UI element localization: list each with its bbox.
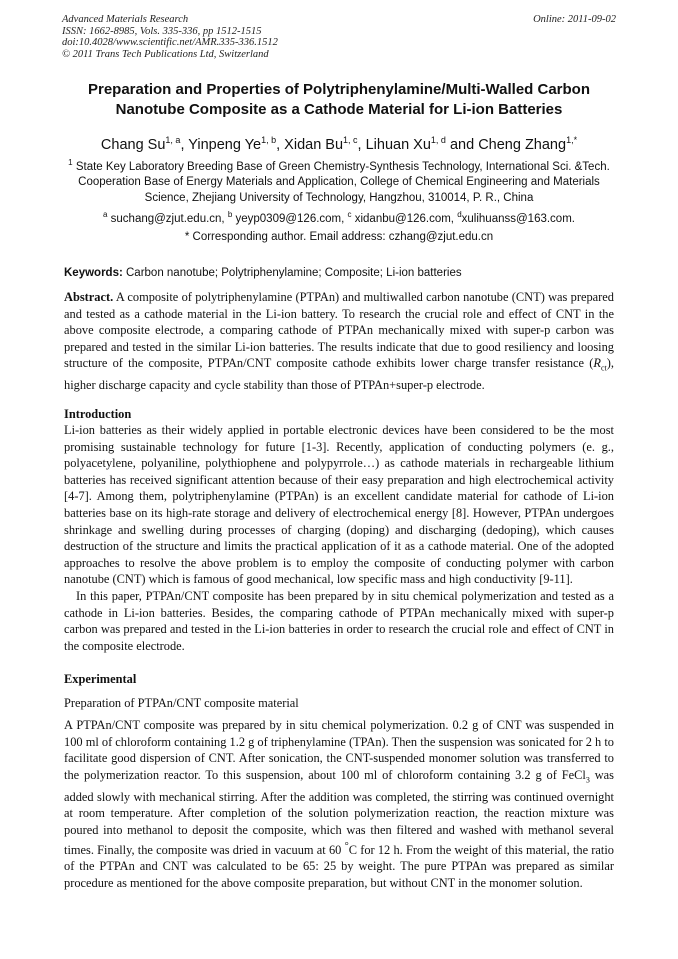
section-heading-experimental: Experimental xyxy=(64,672,137,686)
keywords-label: Keywords: xyxy=(64,267,123,279)
author-list xyxy=(62,131,616,154)
corresponding-author: * Corresponding author. Email address: czhang@zjut.edu.cn xyxy=(184,231,494,243)
author: Yinpeng Ye$^{1, b}$, xyxy=(188,135,285,153)
paper-title: Preparation and Properties of Polytriphenylamine/Multi-Walled Carbon Nanotube Composite as a Cathode Material for Li-ion Batteries xyxy=(87,81,591,118)
subsection-heading: Preparation of PTPAn/CNT composite material xyxy=(64,696,299,710)
author: Lihuan Xu$^{1, d}$ and xyxy=(365,135,479,153)
introduction-body xyxy=(64,422,614,654)
author: Cheng Zhang$^{1,*}$ xyxy=(478,135,578,153)
affiliation: $^1$ State Key Laboratory Breeding Base of Green Chemistry-Synthesis Technology, International Sci. &Tech. Cooperation Base of Energy Materials and Application, College of Chemical Engineering and Materials Science, Zhejiang University of Technology, Hangzhou, 310014, P. R., China xyxy=(68,158,610,204)
keywords-text: Carbon nanotube; Polytriphenylamine; Composite; Li-ion batteries xyxy=(122,267,462,279)
issn-line: ISSN: 1662-8985, Vols. 335-336, pp 1512-1515 xyxy=(62,25,262,37)
journal-name: Advanced Materials Research xyxy=(62,14,189,25)
email-link[interactable]: $^a$ suchang@zjut.edu.cn, xyxy=(103,210,228,225)
journal-header xyxy=(62,14,616,60)
abstract-label: Abstract. xyxy=(64,290,114,304)
keywords xyxy=(64,266,616,281)
section-heading-introduction: Introduction xyxy=(64,407,132,421)
author: Xidan Bu$^{1, c}$, xyxy=(284,135,366,153)
online-date: Online: 2011-09-02 xyxy=(533,14,616,25)
preparation-body: A PTPAn/CNT composite was prepared by in situ chemical polymerization. 0.2 g of CNT was suspended in 100 ml of chloroform containing 1.2 g of triphenylamine (TPAn). Then the suspension was sonicated for 2 h to facilitate good dispersion of CNT. After sonication, the CNT-suspended monomer solution was transferred to the polymerization reactor. To this suspension, about 100 ml of chloroform containing 3.2 g of FeCl$_3$ was added slowly with mechanical stirring. After the addition was completed, the stirring was continued overnight at room temperature. After completion of the solution polymerization reaction, the reaction mixture was poured into methanol to deposit the composite, which was then filtered and washed with methanol several times. Finally, the composite was dried in vacuum at 60 °C for 12 h. From the weight of this material, the ratio of the PTPAn and CNT was calculated to be 65: 25 by weight. The pure PTPAn was prepared as similar procedure as mentioned for the above composite preparation, but without CNT in the monomer solution. xyxy=(64,718,615,890)
doi-line: doi:10.4028/www.scientific.net/AMR.335-336.1512 xyxy=(62,37,278,48)
copyright-line: © 2011 Trans Tech Publications Ltd, Switzerland xyxy=(62,48,269,60)
email-link[interactable]: $^d$xulihuanss@163.com. xyxy=(457,210,575,225)
author-emails xyxy=(62,207,616,227)
abstract: Abstract. A composite of polytriphenylamine (PTPAn) and multiwalled carbon nanotube (CNT) was prepared and tested as a cathode material in the Li-ion battery. To research the crucial role and effect of CNT in the above composite electrode, a comparing cathode of PTPAn mechanically mixed with super-p carbon was prepared and tested in the similar Li-ion batteries. The results indicate that due to good resiliency and loosing structure of the composite, PTPAn/CNT composite cathode exhibits lower charge transfer resistance $(R_{ct})$, higher discharge capacity and cycle stability than those of PTPAn+super-p electrode. xyxy=(64,290,614,393)
paragraph: Li-ion batteries as their widely applied in portable electronic devices have been considered to be the most promising sustainable technology for future [1-3]. Recently, application of conducting polymers (e. g., polyacetylene, polyaniline, polythiophene and polypyrrole…) as cathode materials in rechargeable lithium batteries has received significant attention because of their easy preparation and high electrochemical activity [4-7]. Among them, polytriphenylamine (PTPAn) is an excellent candidate material for cathode of Li-ion batteries base on its high-rate storage and delivery of electrochemical energy [8]. However, PTPAn undergoes shrinkage and swelling during processes of charging (doping) and discharging (dedoping), which causes destruction of the structure and limits the practical application of it as a cathode material. One of the adopted approaches to resolve the above problem is to employ the composite of conducting polymer with carbon nanotube (CNT) which is famous of good mechanical, low specific mass and high conductivity [9-11]. xyxy=(64,423,614,587)
paragraph: In this paper, PTPAn/CNT composite has been prepared by in situ chemical polymerization and tested as a cathode in Li-ion batteries. Besides, the comparing cathode of PTPAn mechanically mixed with super-p carbon was prepared and tested in the Li-ion batteries in order to research the crucial role and effect of CNT in the composite electrode. xyxy=(64,588,614,653)
email-link[interactable]: $^b$ yeyp0309@126.com, xyxy=(227,210,348,225)
author: Chang Su$^{1, a}$, xyxy=(100,135,189,153)
email-link[interactable]: $^c$ xidanbu@126.com, xyxy=(347,210,458,225)
